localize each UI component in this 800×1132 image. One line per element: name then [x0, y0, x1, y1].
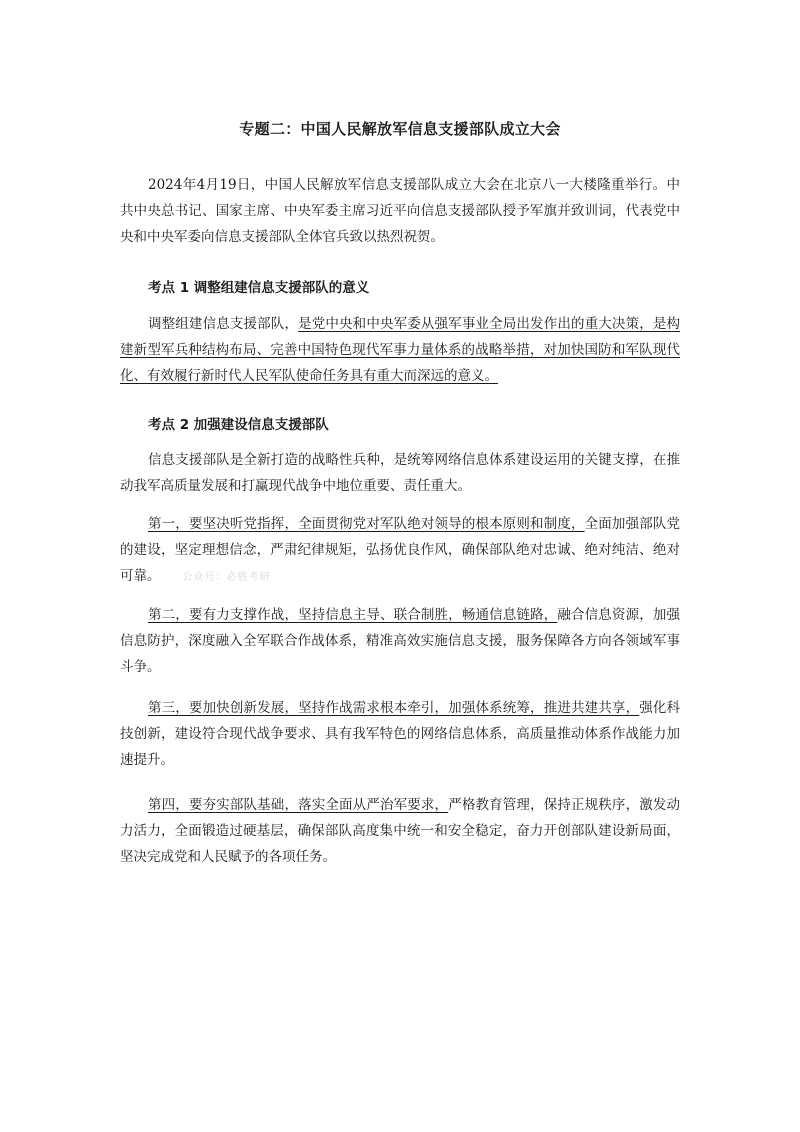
point-2-underlined-text: 第二，要有力支撑作战，坚持信息主导、联合制胜，畅通信息链路，: [148, 607, 558, 623]
section-2-intro: [120, 447, 680, 499]
section-2-heading: 考点 2 加强建设信息支援部队: [148, 417, 329, 433]
document-title: 专题二：中国人民解放军信息支援部队成立大会: [239, 120, 561, 138]
section-1-paragraph: [120, 311, 680, 389]
watermark-text: 公众号：必胜考研: [182, 572, 271, 583]
point-2-text: 融合信息资源，加强信息防护，深度融入全军联合作战体系，精准高效实施信息支援，服务保障各方向各领域军事斗争。: [120, 607, 681, 675]
point-4-underlined-text: 第四，要夯实部队基础，落实全面从严治军要求，: [148, 797, 449, 813]
point-1-paragraph: [120, 511, 680, 591]
intro-paragraph: [120, 172, 680, 250]
point-4-paragraph: [120, 792, 680, 870]
section-1-heading: 考点 1 调整组建信息支援部队的意义: [148, 280, 370, 296]
point-3-underlined-text: 第三，要加快创新发展，坚持作战需求根本牵引，加强体系统筹，推进共建共享，: [148, 700, 640, 716]
point-1-underlined-text: 第一，要坚决听党指挥，全面贯彻党对军队绝对领导的根本原则和制度，: [148, 516, 585, 532]
point-1-text: 全面加强部队党的建设，坚定理想信念，严肃纪律规矩，弘扬优良作风，确保部队绝对忠诚、绝对纯洁、绝对可靠。: [120, 516, 681, 584]
section-2-intro-text: 信息支援部队是全新打造的战略性兵种，是统筹网络信息体系建设运用的关键支撑，在推动我军高质量发展和打赢现代战争中地位重要、责任重大。: [120, 452, 680, 494]
point-3-paragraph: [120, 695, 680, 773]
point-4-text: 严格教育管理，保持正规秩序，激发动力活力，全面锻造过硬基层，确保部队高度集中统一和安全稳定，奋力开创部队建设新局面，坚决完成党和人民赋予的各项任务。: [120, 797, 681, 865]
point-3-text: 强化科技创新，建设符合现代战争要求、具有我军特色的网络信息体系，高质量推动体系作战能力加速提升。: [120, 700, 681, 768]
section-1-text: 调整组建信息支援部队，: [148, 316, 299, 332]
point-2-paragraph: [120, 602, 680, 680]
section-1-underlined-text: 是党中央和中央军委从强军事业全局出发作出的重大决策，是构建新型军兵种结构布局、完善中国特色现代军事力量体系的战略举措，对加快国防和军队现代化、有效履行新时代人民军队使命任务具有重大而深远的意义。: [120, 316, 681, 384]
intro-text: 2024年4月19日，中国人民解放军信息支援部队成立大会在北京八一大楼隆重举行。中共中央总书记、国家主席、中央军委主席习近平向信息支援部队授予军旗并致训词，代表党中央和中央军委向信息支援部队全体官兵致以热烈祝贺。: [120, 177, 680, 245]
